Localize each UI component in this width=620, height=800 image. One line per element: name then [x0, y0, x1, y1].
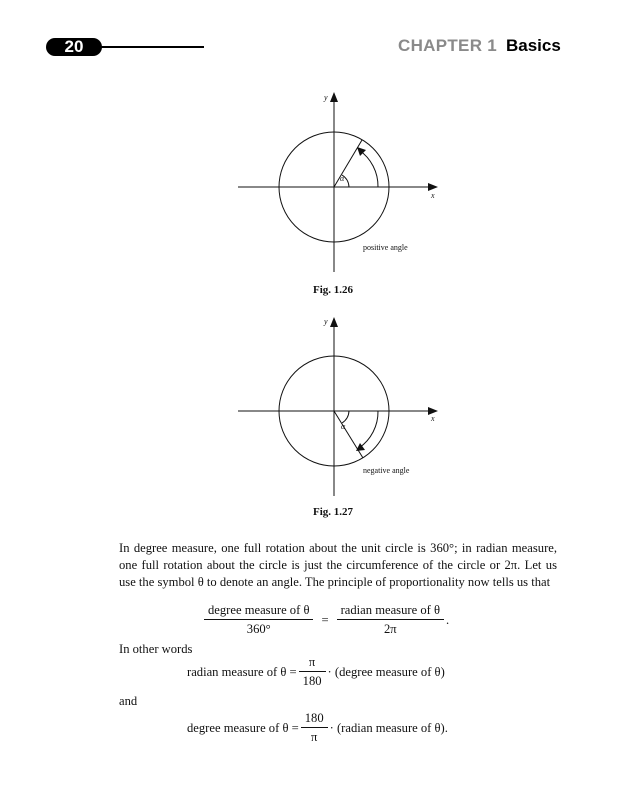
body-paragraph: In degree measure, one full rotation about the unit circle is 360°; in radian measure, one full rotation about the circle is just the circumference of the circle or 2π. Let us use the symbol θ to denote an angle. The principle of proportionality now tells us that [119, 541, 557, 589]
equation-rhs: · (radian measure of θ). [329, 720, 448, 735]
angle-symbol: α [340, 174, 345, 183]
angle-label: positive angle [363, 243, 408, 252]
fraction-numerator: degree measure of θ [208, 603, 310, 617]
page-number: 20 [46, 38, 102, 56]
y-axis-label: y [324, 317, 328, 326]
text-and: and [119, 694, 138, 708]
fraction-numerator: π [308, 655, 316, 669]
equation-period: . [446, 612, 450, 627]
fraction-numerator: radian measure of θ [340, 603, 440, 617]
conversion-fraction [303, 711, 326, 745]
x-axis-label: x [431, 191, 435, 200]
text-in-other-words: In other words [119, 642, 193, 656]
chapter-label: CHAPTER 1 [398, 36, 498, 55]
x-axis-arrow [428, 183, 438, 191]
fraction-denominator: π [301, 727, 328, 745]
angle-symbol: α [341, 422, 346, 431]
figure-caption: Fig. 1.26 [313, 284, 354, 296]
fraction-denominator: 360° [204, 619, 313, 637]
fraction-numerator: 180 [304, 711, 324, 725]
conversion-fraction [301, 655, 324, 689]
y-axis-label: y [324, 93, 328, 102]
fraction-denominator: 180 [299, 671, 326, 689]
positive-angle-arc [359, 150, 378, 187]
y-axis-arrow [330, 92, 338, 102]
fraction-denominator: 2π [337, 619, 444, 637]
terminal-ray [334, 411, 363, 458]
equation-rhs: · (degree measure of θ) [327, 664, 445, 679]
terminal-ray [334, 140, 362, 187]
radian-conversion-equation [187, 655, 445, 689]
figure-positive-angle [0, 0, 620, 290]
proportion-equation [202, 603, 449, 637]
equation-lhs: radian measure of θ = [187, 664, 297, 679]
degree-conversion-equation [187, 711, 448, 745]
equation-lhs: degree measure of θ = [187, 720, 299, 735]
angle-label: negative angle [363, 466, 410, 475]
y-axis-arrow [330, 317, 338, 327]
degree-fraction [206, 603, 311, 637]
equals-sign: = [321, 612, 329, 627]
chapter-title: Basics [506, 36, 561, 55]
radian-fraction [339, 603, 442, 637]
negative-angle-arc [359, 411, 378, 448]
x-axis-label: x [431, 414, 435, 423]
figure-caption: Fig. 1.27 [313, 506, 354, 518]
